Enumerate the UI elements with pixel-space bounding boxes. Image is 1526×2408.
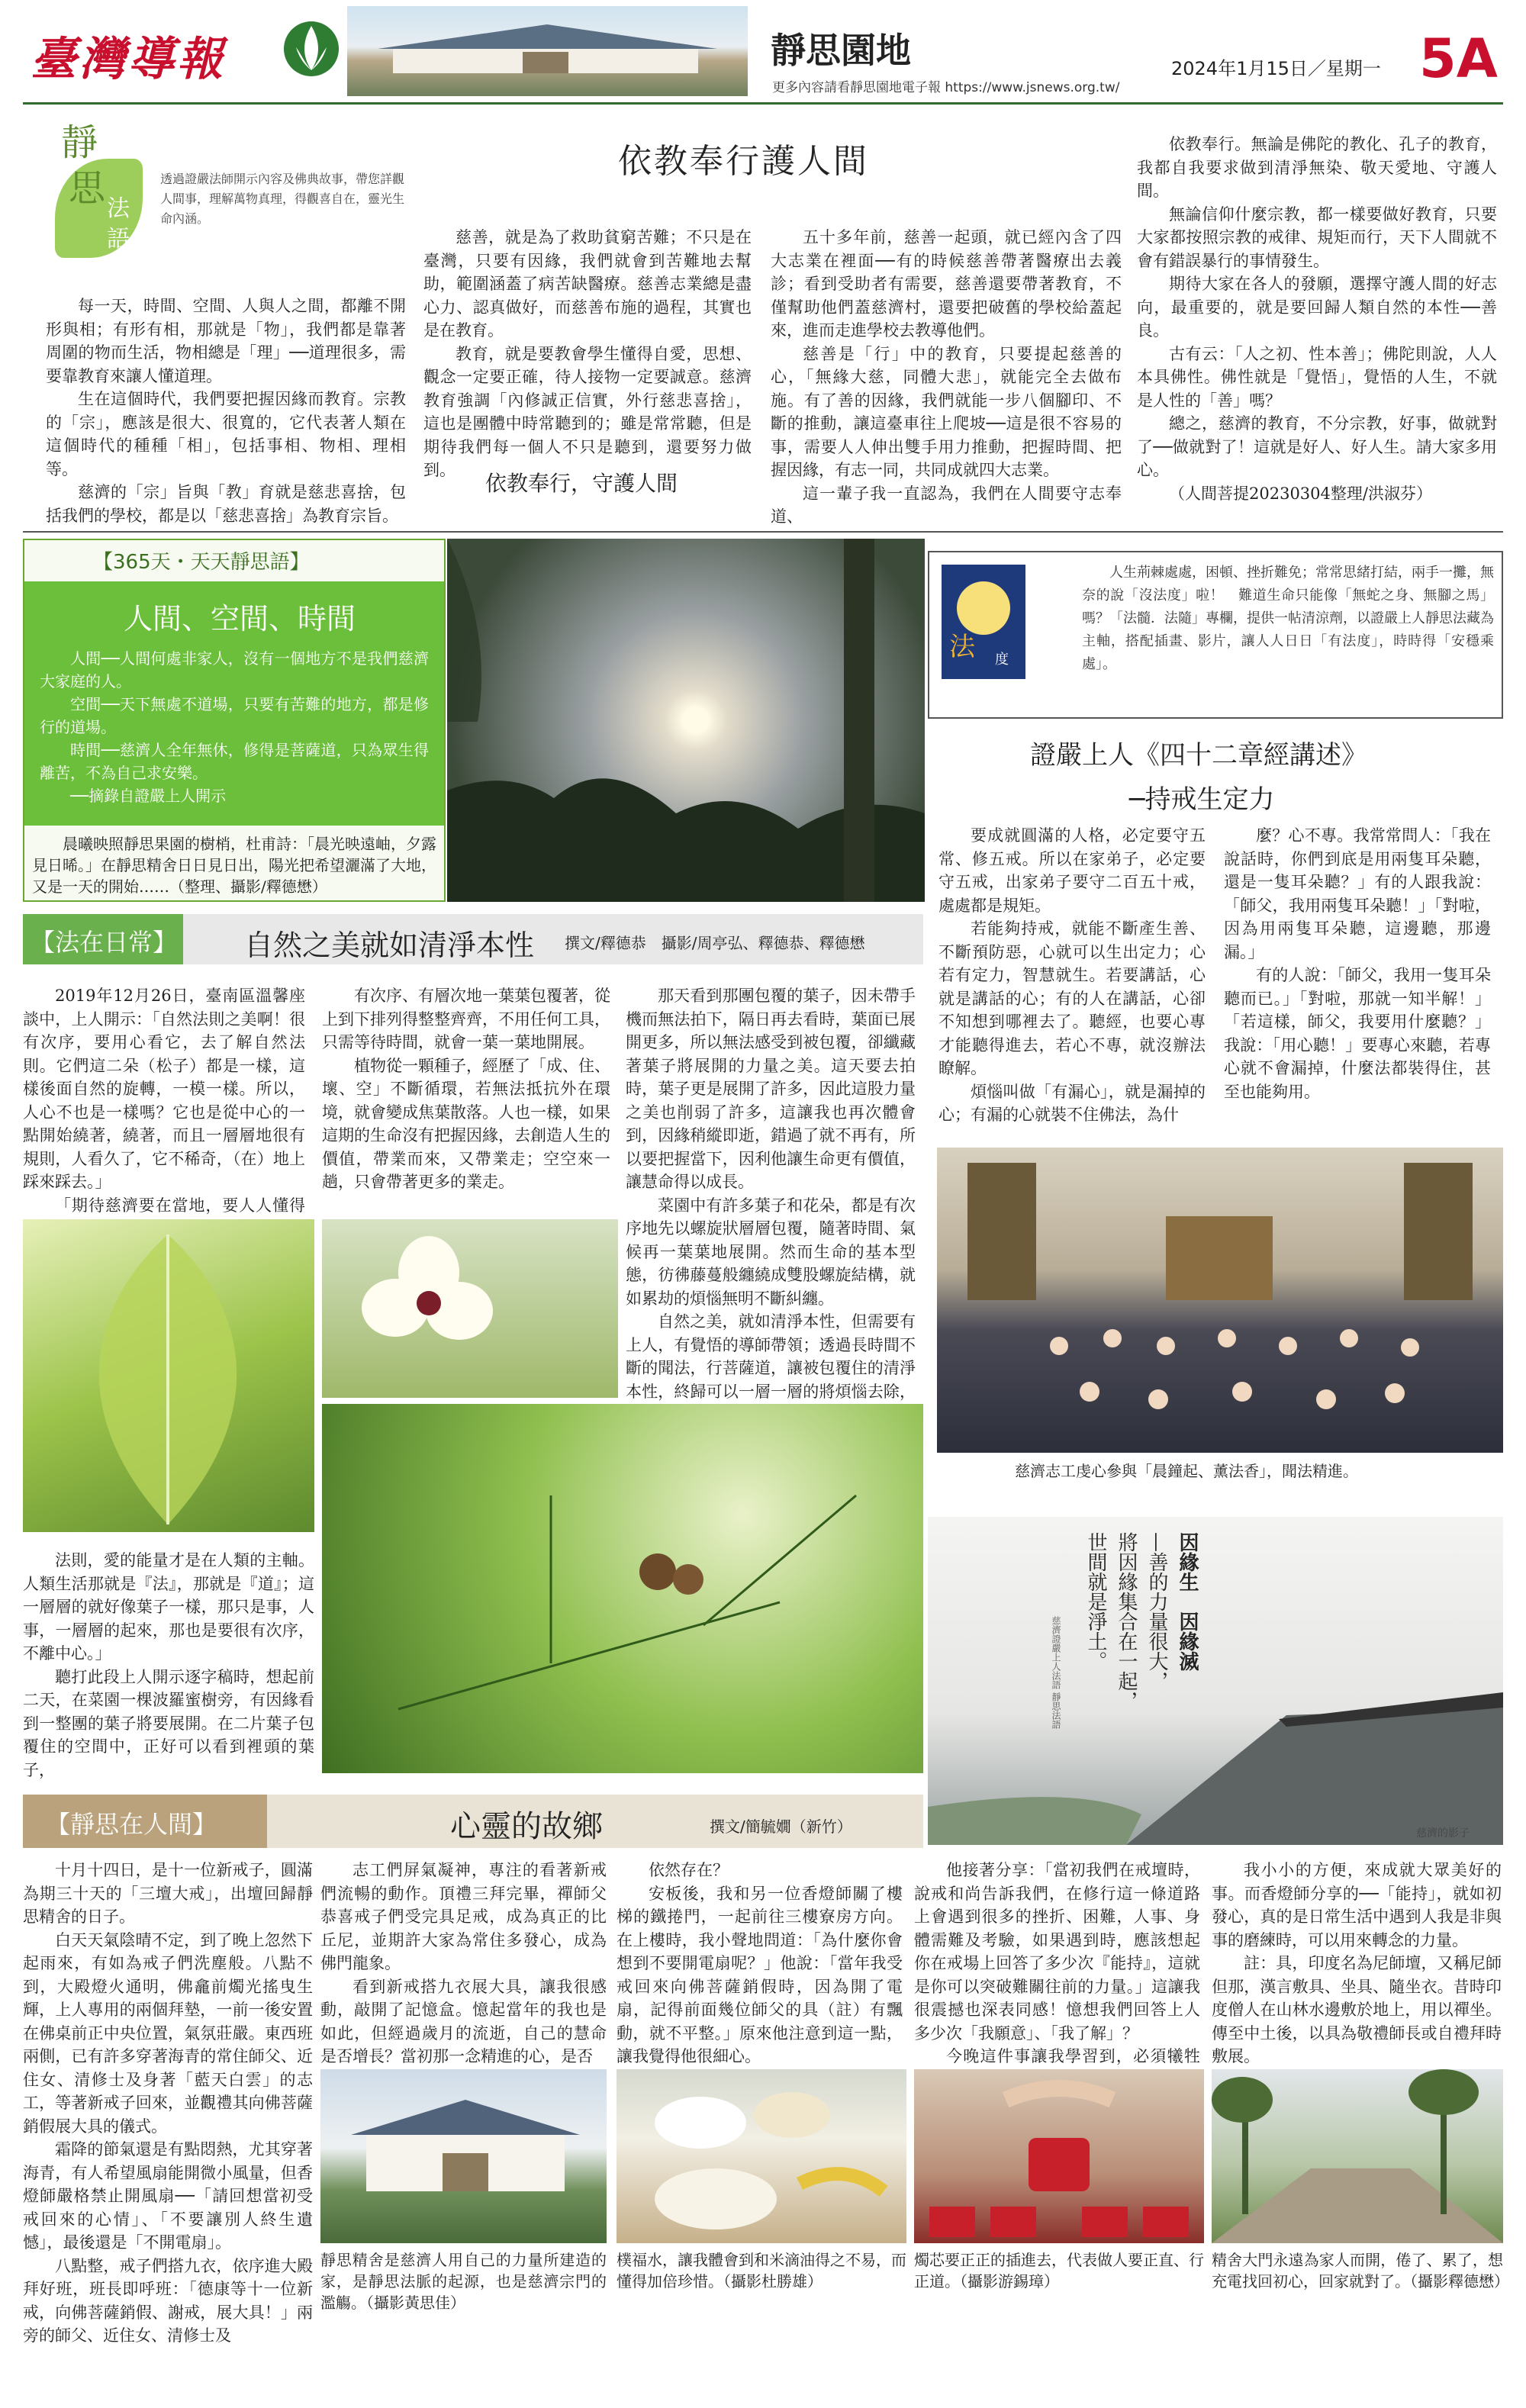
jingsi-title: 人間、空間、時間 — [124, 602, 356, 636]
article3-col1: 十月十四日，是十一位新戒子，圓滿為期三十天的「三壇大戒」，出壇回歸靜思精舍的日子。 白天天氣陰晴不定，到了晚上忽然下起雨來，有如為戒子們洗塵般。八點不到，大殿燈火通明，佛龕前燭光搖曳生輝，上人專用的兩個拜墊，一前一後安置在佛桌前正中央位置，氣氛莊嚴。東西班兩側，已有許多穿著海青的常住師父、近住女、清修士及身著「藍天白雲」的志工，等著新戒子回來，並觀禮其向佛菩薩銷假展大具的儀式。 霜降的節氣還是有點悶熱，尤其穿著海青，有人希望風扇能開微小風量，但香燈師嚴格禁止開風扇──「請回想當初受戒回來的心情」、「不要讓別人終生遺憾」，最後還是「不開電扇」。 八點整，戒子們搭九衣，依序進大殿拜好班，班長即呼班：「德康等十一位新戒，向佛菩薩銷假、謝戒，展大具！」兩旁的師父、近住女、清修士及 — [23, 1861, 313, 2345]
sunrise-trees-photo — [447, 539, 925, 902]
meal-caption: 樸福水，讓我體會到和米滴油得之不易，而懂得加倍珍惜。（攝影杜勝雄） — [617, 2251, 906, 2290]
fazai-byline: 撰文/釋德恭 攝影/周亭弘、釋德恭、釋德懋 — [565, 934, 865, 952]
renjian-byline: 撰文/簡毓嫺（新竹） — [710, 1817, 852, 1836]
article3-col2: 志工們屏氣凝神，專注的看著新戒們流暢的動作。頂禮三拜完畢，禪師父恭喜戒子們受完具足戒，成為真正的比丘尼，並期許大家為常住多發心，成為佛門龍象。 看到新戒搭九衣展大具，讓我很感動，敲開了記憶盒。憶起當年的我也是如此，但經過歲月的流逝，自己的慧命是否增長？當初那一念精進的心，是否 — [320, 1861, 607, 2065]
jingsi-caption: 晨曦映照靜思果園的樹梢，杜甫詩：「晨光映遠岫，夕露見日晞。」在靜思精舍日日見日出，陽光把希望灑滿了大地，又是一天的開始……（整理、攝影/釋德懋） — [32, 835, 436, 896]
jingsi-renjian-header-bar — [23, 1795, 923, 1848]
article1-col4: 依教奉行。無論是佛陀的教化、孔子的教育，我都自我要求做到清淨無染、敬天愛地、守護人間。 無論信仰什麼宗教，都一樣要做好教育，只要大家都按照宗教的戒律、規矩而行，天下人間就不會有錯誤暴行的事情發生。 期待大家在各人的發願，選擇守護人間的好志向，最重要的，就是要回歸人類自然的本性──善良。 古有云：「人之初、性本善」；佛陀則說，人人本具佛性。佛性就是「覺悟」，覺悟的人生，不就是人性的「善」嗎？ 總之，慈濟的教育，不分宗教，好事，做就對了──做就對了！這就是好人、好人生。請大家多用心。 （人間菩提20230304整理/洪淑芬） — [1137, 135, 1497, 503]
hibiscus-photo — [322, 1219, 618, 1398]
header-building-photo — [347, 6, 748, 96]
newspaper-logo: 臺灣導報 — [31, 33, 226, 86]
masthead-rule — [23, 102, 1503, 105]
article1-col1: 每一天，時間、空間、人與人之間，都離不開形與相；有形有相，那就是「物」，我們都是靠著周圍的物而生活，物相總是「理」──道理很多，需要靠教育來讓人懂道理。 生在這個時代，我們要把握因緣而教育。宗教的「宗」，應該是很大、很寬的，它代表著人類在這個時代的種種「相」，包括事相、物相、理相等。 慈濟的「宗」旨與「教」育就是慈悲喜捨，包括我們的學校，都是以「慈悲喜捨」為教育宗旨。 — [46, 297, 406, 525]
pine-cone-photo — [322, 1404, 923, 1773]
jingsi-365-box — [23, 539, 446, 902]
fadu-col1: 要成就圓滿的人格，必定要守五常、修五戒。所以在家弟子，必定要守五戒，出家弟子要守二百五十戒，處處都是規矩。 若能夠持戒，就能不斷產生善、不斷預防惡，心就可以生出定力；心若有定力，智慧就生。若要講話，心就是講話的心；有的人在講話，心卻不知想到哪裡去了。聽經，也要心專才能聽得進去，若心不專，就沒辦法瞭解。 煩惱叫做「有漏心」，就是漏掉的心；有漏的心就裝不住佛法，為什 — [938, 826, 1206, 1124]
fazai-title: 自然之美就如清淨本性 — [244, 929, 535, 962]
photo-signature: 慈濟的影子 — [1416, 1827, 1470, 1840]
abode-gate-caption: 精舍大門永遠為家人而開，倦了、累了，想充電找回初心，回家就對了。（攝影釋德懋） — [1212, 2251, 1509, 2290]
article3-col5: 我小小的方便，來成就大眾美好的事。而香燈師分享的──「能持」，就如初發心，真的是日常生活中遇到人我是非與事的磨練時，可以用來轉念的力量。 註：具，印度名為尼師壇，又稱尼師但那，漢言敷具、坐具、隨坐衣。昔時印度僧人在山林水邊敷於地上，用以禪坐。傳至中土後，以具為敬禮師長或自禮拜時敷展。 — [1212, 1861, 1502, 2065]
jingsi-lines: 人間──人間何處非家人，沒有一個地方不是我們慈濟大家庭的人。 空間──天下無處不道場，只要有苦難的地方，都是修行的道場。 時間──慈濟人全年無休，修得是菩薩道，只為眾生得離苦，不為自己求安樂。 ──摘錄自證嚴上人開示 — [40, 649, 429, 805]
fadu-box — [928, 551, 1503, 719]
article2-col1: 2019年12月26日，臺南區溫馨座談中，上人開示：「自然法則之美啊！很有次序，要用心看它，去了解自然法則。它們這二朵（松子）都是一樣，這樣後面自然的旋轉，一模一樣。所以，人心不也是一樣嗎？它也是從中心的一點開始繞著，繞著，而且一層層地很有規則，人看久了，它不稀奇，（在）地上踩來踩去。」 「期待慈濟要在當地，要人人懂得 — [23, 987, 305, 1215]
article3-col4: 他接著分享：「當初我們在戒壇時，說戒和尚告訴我們，在修行這一條道路上會遇到很多的挫折、困難，人事、身體需難及考驗，如果遇到時，應該想起你在戒場上回答了多少次『能持』，這就是你可以突破難關往前的力量。」這讓我很震撼也深表同感！憶想我們回答上人多少次「我願意」、「我了解」？ 今晚這件事讓我學習到，必須犧牲 — [914, 1861, 1200, 2065]
jingsi-tag: 【365天・天天靜思語】 — [93, 551, 310, 574]
article1-col2: 慈善，就是為了救助貧窮苦難；不只是在臺灣，只要有因緣，我們就會到苦難地去幫助，範圍涵蓋了病苦缺醫療。慈善志業總是盡心力、認真做好，而慈善布施的過程，其實也是在教育。 教育，就是要教會學生懂得自愛，思想、觀念一定要正確，待人接物一定要誠意。慈濟教育強調「內修誠正信實，外行慈悲喜捨」，這也是團體中時常聽到的；雖是常常聽，但是期待我們每一個人不只是聽到，還要努力做到。 — [423, 228, 752, 479]
poem-source: 慈濟證嚴上人法語 靜思法語 — [1051, 1616, 1061, 1729]
issue-date: 2024年1月15日／星期一 — [1171, 58, 1381, 79]
fazai-tag: 【法在日常】 — [31, 928, 178, 957]
article-subtitle: 依教奉行，守護人間 — [485, 471, 678, 496]
abode-building-photo — [320, 2069, 607, 2243]
article2-col4: 法則，愛的能量才是在人類的主軸。人類生活那就是『法』，那就是『道』；這一層層的就好像葉子一樣，那只是事，人事，一層層的起來，那也是要很有次序，不離中心。」 聽打此段上人開示逐字稿時，想起前二天，在菜園一棵波羅蜜樹旁，有因緣看到一整團的葉子將要展開。在二片葉子包覆住的空間中，正好可以看到裡頭的葉子， — [23, 1551, 314, 1779]
section-title: 靜思園地 — [771, 30, 911, 71]
article-title: 依教奉行護人間 — [618, 142, 869, 181]
leaves-photo — [23, 1219, 314, 1532]
poem-text: 因緣生 因緣滅 —善的力量很大， 將因緣集合在一起， 世間就是淨土。 — [1084, 1532, 1199, 1711]
masthead — [0, 0, 1526, 107]
article2-col2: 有次序、有層次地一葉葉包覆著，從上到下排列得整整齊齊，不用任何工具，只需等待時間，就會一葉一葉地開展。 植物從一顆種子，經歷了「成、住、壞、空」不斷循環，若無法抵抗外在環境，就會變成焦葉散落。人也一樣，如果這期的生命沒有把握因緣，去創造人生的價值，帶業而來，又帶業走；空空來一趟，只會帶著更多的業走。 — [322, 987, 610, 1191]
article3-col3: 依然存在？ 安板後，我和另一位香燈師關了樓梯的鐵捲門，一起前往三樓寮房方向。在上樓時，我小聲地問道：「為什麼你會想到不要開電扇呢？」他說：「當年我受戒回來向佛菩薩銷假時，因為開了電扇，記得前面幾位師父的具（註）有飄動，就不平整。」原來他注意到這一點，讓我覺得他很細心。 — [617, 1861, 903, 2065]
volunteers-chanting-photo — [937, 1148, 1503, 1453]
lotus-logo-icon — [281, 11, 342, 87]
fadu-col2: 麼？心不專。我常常問人：「我在說話時，你們到底是用兩隻耳朵聽，還是一隻耳朵聽？」有的人跟我說：「師父，我用兩隻耳朵聽！」「對啦，因為用兩隻耳朵聽，這邊聽，那邊漏。」 有的人說：「師父，我用一隻耳朵聽而已。」「對啦，那就一知半解！」「若這樣，師父，我要用什麼聽？」我說：「用心聽！」要專心來聽，若專心就不會漏掉，什麼法都裝得住，甚至也能夠用。 — [1224, 826, 1491, 1101]
candle-caption: 燭芯要正正的插進去，代表做人要正直、行正道。（攝影游錫璋） — [914, 2251, 1204, 2290]
fadu-title-1: 證嚴上人《四十二章經講述》 — [1030, 740, 1367, 771]
fadu-title-2: ─持戒生定力 — [1129, 784, 1275, 815]
temple-roof-photo — [928, 1517, 1503, 1845]
candle-photo — [914, 2069, 1204, 2243]
renjian-title: 心靈的故鄉 — [450, 1809, 603, 1844]
renjian-tag: 【靜思在人間】 — [46, 1810, 217, 1839]
fadu-intro: 人生荊棘處處，困頓、挫折難免；常常思緒打結，兩手一攤，無奈的說「沒法度」啦！ 難道生命只能像「無蛇之身、無腳之馬」嗎？「法髓．法隨」專欄，提供一帖清涼劑，以證嚴上人靜思法藏為主軸，搭配插畫、影片，讓人人日日「有法度」，時時得「安穩乘處」。 — [1082, 565, 1494, 672]
abode-caption: 靜思精舍是慈濟人用自己的力量所建造的家，是靜思法脈的起源，也是慈濟宗門的濫觴。（攝影黃思佳） — [320, 2251, 607, 2312]
page-number: 5A — [1419, 27, 1498, 90]
fazai-header-bar — [23, 914, 923, 964]
article1-col3: 五十多年前，慈善一起頭，就已經內含了四大志業在裡面──有的時候慈善帶著醫療出去義診；看到受助者有需要，慈善還要帶著教育，不僅幫助他們蓋慈濟村，還要把破舊的學校給蓋起來，進而走進學校去教導他們。 慈善是「行」中的教育，只要提起慈善的心，「無緣大慈，同體大悲」，就能完全去做布施。有了善的因緣，我們就能一步八個腳印、不斷的推動，讓這臺車往上爬坡──這是很不容易的事，需要人人伸出雙手用力推動，把握時間、把握因緣，有志一同，共同成就四大志業。 這一輩子我一直認為，我們在人間要守志奉道、 — [771, 228, 1122, 526]
article2-col3: 那天看到那團包覆的葉子，因未帶手機而無法拍下，隔日再去看時，葉面已展開更多，所以無法感受到被包覆，卻纖藏著葉子將展開的力量之美。這天要去拍時，葉子更是展開了許多，因此這股力量之美也削弱了許多，這讓我也再次體會到，因緣稍縱即逝，錯過了就不再有，所以要把握當下，因利他讓生命更有價值，讓慧命得以成長。 菜園中有許多葉子和花朵，都是有次序地先以螺旋狀層層包覆，隨著時間、氣候再一葉葉地展開。然而生命的基本型態，彷彿藤蔓般纏繞成雙股螺旋結構，就如累劫的煩惱無明不斷糾纏。 自然之美，就如清淨本性，但需要有上人，有覺悟的導師帶領；透過長時間不斷的聞法，行菩薩道，讓被包覆住的清淨本性，終歸可以一層一層的將煩惱去除， — [626, 987, 916, 1401]
abode-gate-photo — [1212, 2069, 1503, 2243]
meal-photo — [617, 2069, 906, 2243]
section-subtitle: 更多內容請看靜思園地電子報 https://www.jsnews.org.tw/ — [772, 80, 1120, 95]
jingsi-fayu-badge: 靜 思 法 語 — [46, 113, 153, 266]
fadu-moon-icon: 法 度 — [942, 565, 1025, 679]
jingsi-intro: 透過證嚴法師開示內容及佛典故事，帶您詳觀人間事，理解萬物真理，得觀喜自在，靈光生命內涵。 — [160, 172, 405, 226]
volunteers-caption: 慈濟志工虔心參與「晨鐘起、薰法香」，聞法精進。 — [1015, 1462, 1358, 1480]
section-divider — [23, 531, 1503, 533]
